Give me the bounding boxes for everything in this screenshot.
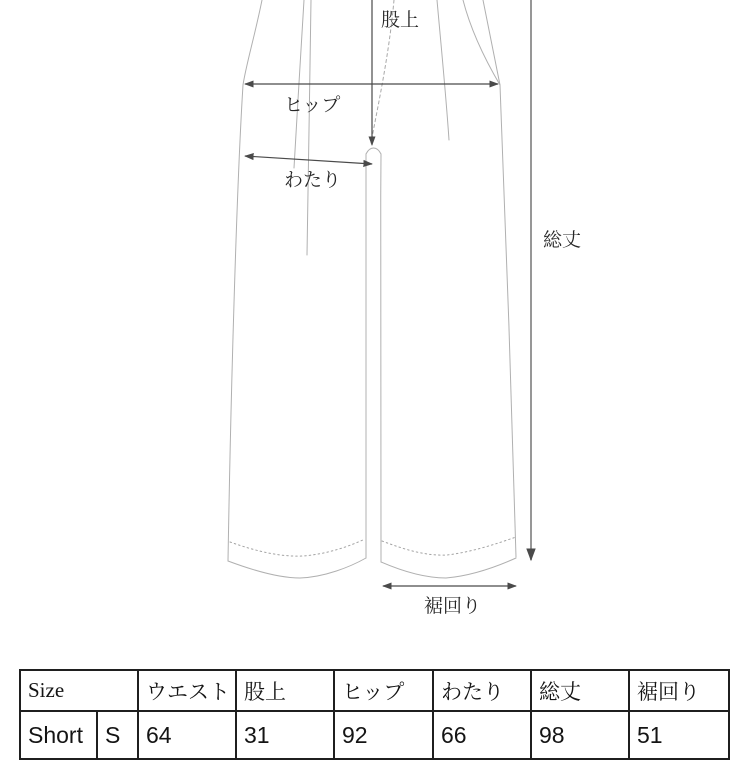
thigh-label: わたり	[284, 170, 342, 191]
header-size: Size	[20, 670, 138, 711]
cell-size-code: S	[97, 711, 138, 759]
header-rise: 股上	[236, 670, 334, 711]
header-waist: ウエスト	[138, 670, 236, 711]
right-leg-side-seam-upper	[483, 0, 500, 85]
header-hem: 裾回り	[629, 670, 729, 711]
right-leg-inner-edge	[380, 154, 381, 562]
header-thigh: わたり	[433, 670, 531, 711]
rise-label: 股上	[381, 10, 420, 31]
hem-label: 裾回り	[424, 596, 482, 617]
right-leg-yoke-line	[463, 0, 500, 85]
right-leg-outer-edge	[500, 85, 516, 557]
right-hem-stitch-dotted	[382, 537, 516, 555]
right-hem-bottom-edge	[381, 558, 516, 578]
header-length: 総丈	[531, 670, 629, 711]
size-table-header-row	[20, 670, 729, 711]
size-table	[19, 669, 730, 760]
left-hem-stitch-dotted	[230, 539, 365, 556]
cell-rise: 31	[236, 711, 334, 759]
header-hip: ヒップ	[334, 670, 433, 711]
cell-hem: 51	[629, 711, 729, 759]
left-leg-crease-line	[307, 0, 311, 255]
measurement-arrows-group	[245, 0, 531, 586]
total-length-label: 総丈	[543, 230, 582, 251]
measurement-labels-group	[284, 9, 581, 617]
cell-length: 98	[531, 711, 629, 759]
cell-size-name: Short	[20, 711, 97, 759]
cell-hip: 92	[334, 711, 433, 759]
cell-waist: 64	[138, 711, 236, 759]
cell-thigh: 66	[433, 711, 531, 759]
hip-label: ヒップ	[284, 95, 341, 116]
crotch-curve	[366, 148, 381, 154]
right-leg-pleat-line	[437, 0, 449, 140]
size-table-data-row	[20, 711, 729, 759]
left-hem-bottom-edge	[228, 558, 366, 578]
